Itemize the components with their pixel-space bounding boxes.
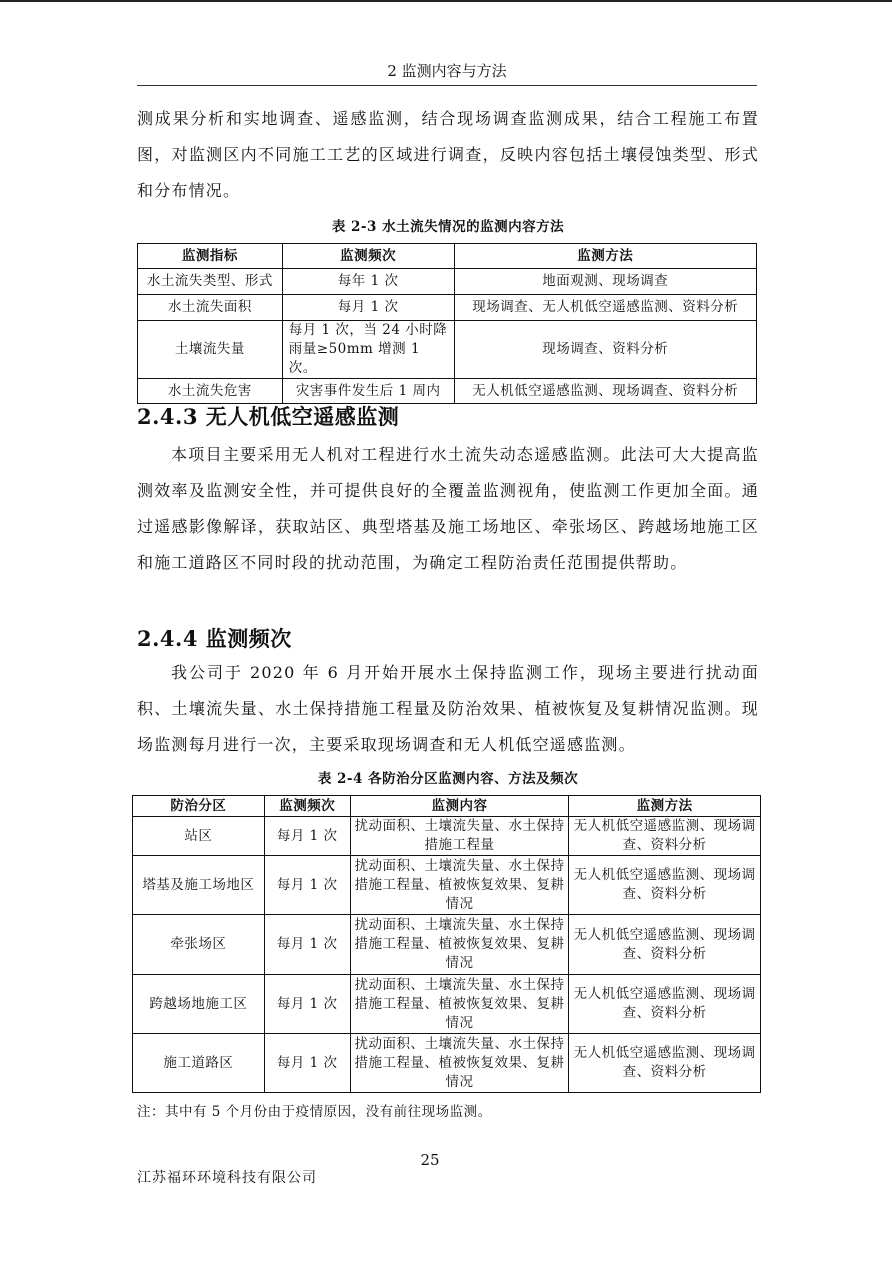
top-border-line <box>0 0 892 2</box>
table2-cell: 施工道路区 <box>133 1034 265 1093</box>
table-row <box>133 817 761 856</box>
table2-cell: 跨越场地施工区 <box>133 975 265 1034</box>
page-header: 2 监测内容与方法 <box>137 60 757 86</box>
table-row <box>138 295 757 321</box>
table-row <box>133 1034 761 1093</box>
table1-cell: 水土流失危害 <box>138 379 283 404</box>
table2-cell: 无人机低空遥感监测、现场调查、资料分析 <box>569 1034 761 1093</box>
table-row <box>138 321 757 379</box>
table-2-4 <box>132 795 761 1093</box>
table1-cell: 水土流失类型、形式 <box>138 269 283 295</box>
page-number: 25 <box>420 1151 440 1169</box>
intro-paragraph: 测成果分析和实地调查、遥感监测，结合现场调查监测成果，结合工程施工布置图，对监测区内不同施工工艺的区域进行调查，反映内容包括土壤侵蚀类型、形式和分布情况。 <box>137 109 759 200</box>
table2-cell: 扰动面积、土壤流失量、水土保持措施工程量、植被恢复效果、复耕情况 <box>350 915 569 975</box>
table2-cell: 每月 1 次 <box>264 856 350 915</box>
table2-cell: 扰动面积、土壤流失量、水土保持措施工程量、植被恢复效果、复耕情况 <box>350 856 569 915</box>
table2-cell: 站区 <box>133 817 265 856</box>
table-2-3 <box>137 243 757 404</box>
table1-cell: 现场调查、无人机低空遥感监测、资料分析 <box>454 295 756 321</box>
table2-header: 防治分区 <box>133 796 265 817</box>
table-row <box>133 975 761 1034</box>
table-row <box>133 856 761 915</box>
table2-header: 监测方法 <box>569 796 761 817</box>
table1-cell: 现场调查、资料分析 <box>454 321 756 379</box>
table-row <box>138 269 757 295</box>
table2-header: 监测频次 <box>264 796 350 817</box>
table1-header: 监测频次 <box>282 244 454 269</box>
table1-cell: 土壤流失量 <box>138 321 283 379</box>
table2-cell: 无人机低空遥感监测、现场调查、资料分析 <box>569 856 761 915</box>
table1-header: 监测指标 <box>138 244 283 269</box>
table1-cell: 无人机低空遥感监测、现场调查、资料分析 <box>454 379 756 404</box>
table2-cell: 牵张场区 <box>133 915 265 975</box>
table2-cell: 无人机低空遥感监测、现场调查、资料分析 <box>569 817 761 856</box>
section-2-4-4-title: 2.4.4 监测频次 <box>137 626 292 651</box>
table2-cell: 每月 1 次 <box>264 1034 350 1093</box>
table-row <box>138 379 757 404</box>
table1-cell: 灾害事件发生后 1 周内 <box>282 379 454 404</box>
table1-cell: 每月 1 次，当 24 小时降雨量≥50mm 增测 1 次。 <box>282 321 454 379</box>
company-name: 江苏福环环境科技有限公司 <box>137 1170 317 1186</box>
table2-cell: 扰动面积、土壤流失量、水土保持措施工程量 <box>350 817 569 856</box>
section-2-4-4-paragraph: 我公司于 2020 年 6 月开始开展水土保持监测工作，现场主要进行扰动面积、土壤流失量、水土保持措施工程量及防治效果、植被恢复及复耕情况监测。现场监测每月进行一次，主要采取现场调查和无人机低空遥感监测。 <box>137 663 759 754</box>
table2-cell: 扰动面积、土壤流失量、水土保持措施工程量、植被恢复效果、复耕情况 <box>350 1034 569 1093</box>
table2-cell: 塔基及施工场地区 <box>133 856 265 915</box>
table1-cell: 每年 1 次 <box>282 269 454 295</box>
table-note: 注：其中有 5 个月份由于疫情原因，没有前往现场监测。 <box>137 1104 492 1120</box>
table2-caption: 表 2-4 各防治分区监测内容、方法及频次 <box>317 771 579 787</box>
table2-cell: 每月 1 次 <box>264 975 350 1034</box>
table2-cell: 无人机低空遥感监测、现场调查、资料分析 <box>569 975 761 1034</box>
table2-cell: 无人机低空遥感监测、现场调查、资料分析 <box>569 915 761 975</box>
table2-cell: 每月 1 次 <box>264 915 350 975</box>
table2-cell: 扰动面积、土壤流失量、水土保持措施工程量、植被恢复效果、复耕情况 <box>350 975 569 1034</box>
table1-cell: 水土流失面积 <box>138 295 283 321</box>
table-row <box>133 915 761 975</box>
table1-cell: 每月 1 次 <box>282 295 454 321</box>
table2-header: 监测内容 <box>350 796 569 817</box>
section-2-4-3-paragraph: 本项目主要采用无人机对工程进行水土流失动态遥感监测。此法可大大提高监测效率及监测安全性，并可提供良好的全覆盖监测视角，使监测工作更加全面。通过遥感影像解译，获取站区、典型塔基及施工场地区、牵张场区、跨越场地施工区和施工道路区不同时段的扰动范围，为确定工程防治责任范围提供帮助。 <box>137 445 759 572</box>
table1-caption: 表 2-3 水土流失情况的监测内容方法 <box>331 219 565 235</box>
table1-header: 监测方法 <box>454 244 756 269</box>
table1-cell: 地面观测、现场调查 <box>454 269 756 295</box>
table2-cell: 每月 1 次 <box>264 817 350 856</box>
section-2-4-3-title: 2.4.3 无人机低空遥感监测 <box>137 404 400 429</box>
